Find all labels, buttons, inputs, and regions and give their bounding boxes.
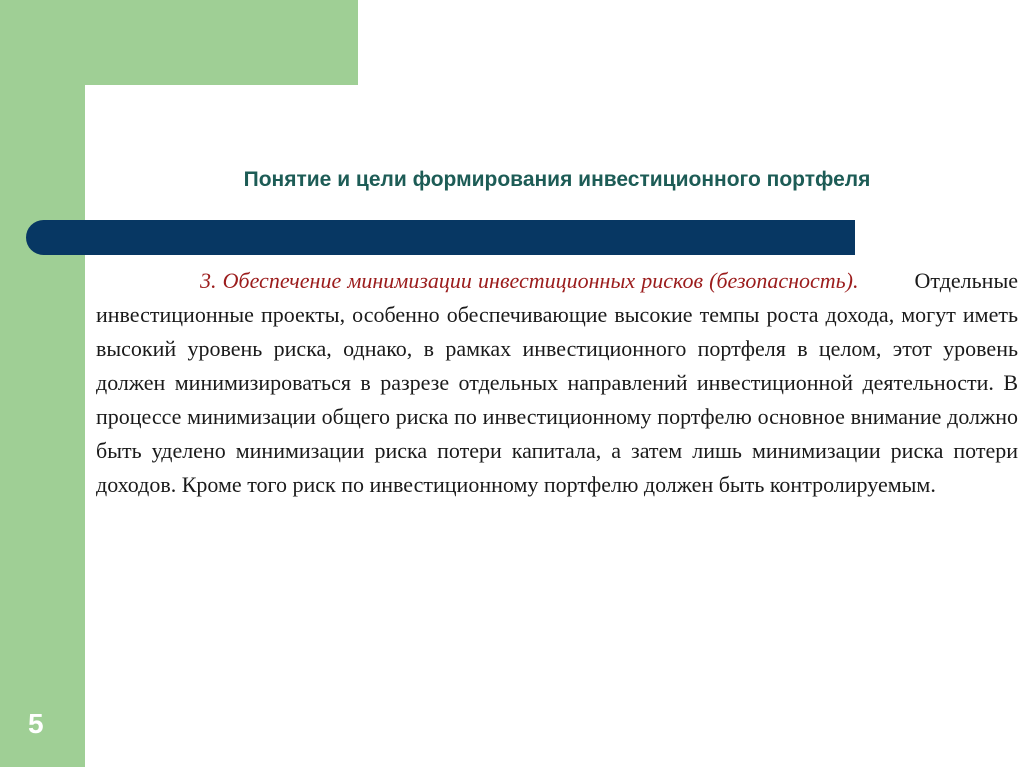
page-number: 5 <box>28 708 44 739</box>
lead-text: 3. Обеспечение минимизации инвестиционных рисков (безопасность). <box>200 268 859 293</box>
green-frame-top <box>0 0 358 85</box>
slide-title: Понятие и цели формирования инвестиционного портфеля <box>243 168 871 191</box>
title-divider-bar <box>26 220 855 255</box>
body-text: Отдельные инвестиционные проекты, особенно обеспечивающие высокие темпы роста дохода, могут иметь высокий уровень риска, однако, в рамках инвестиционного портфеля в целом, этот уровень должен минимизироваться в разрезе отдельных направлений инвестиционной деятельности. В процессе минимизации общего риска по инвестиционному портфелю основное внимание должно быть уделено минимизации риска потери капитала, а затем лишь минимизации риска потери доходов. Кроме того риск по инвестиционному портфелю должен быть контролируемым. <box>96 268 1018 497</box>
green-frame-left <box>0 0 85 767</box>
slide-body <box>96 264 1018 502</box>
